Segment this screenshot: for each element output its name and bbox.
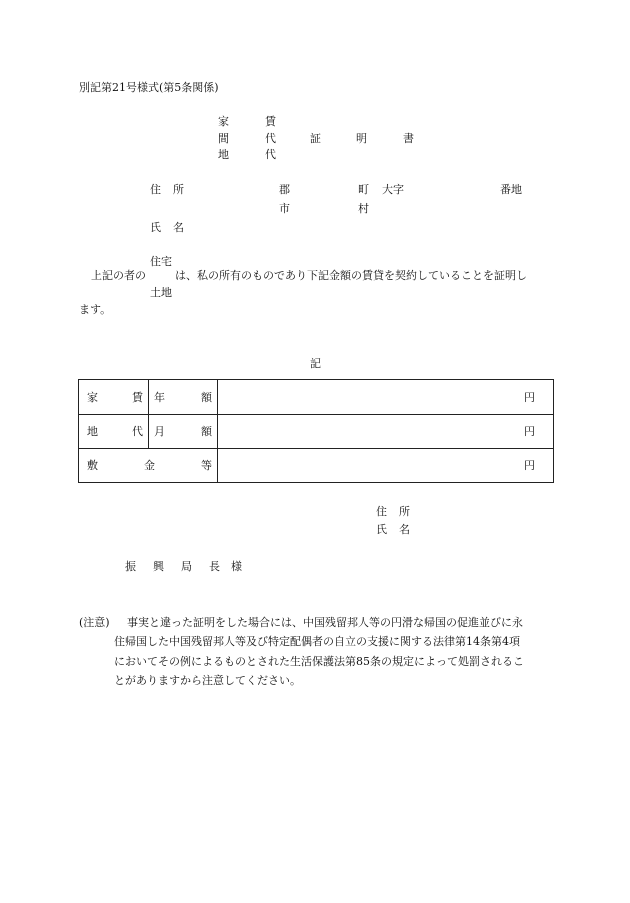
title-char: 間 xyxy=(218,132,229,145)
addressee: 興 xyxy=(153,560,164,573)
note-line: 住帰国した中国残留邦人等及び特定配偶者の自立の支援に関する法律第14条第4項 xyxy=(114,635,520,648)
name-label: 名 xyxy=(173,221,184,234)
addressee: 様 xyxy=(231,560,242,573)
note-label: (注意) xyxy=(79,616,110,629)
addressee: 局 xyxy=(181,560,192,573)
statement-line2: ます。 xyxy=(79,303,112,316)
table-yen: 円 xyxy=(524,425,535,438)
title-char: 代 xyxy=(265,132,276,145)
table-row3-left: 金 xyxy=(144,459,155,472)
signer-name-label: 氏 xyxy=(376,523,387,536)
address-shi: 市 xyxy=(279,202,290,215)
address-label: 住 xyxy=(150,183,161,196)
statement-line1-a: 上記の者の xyxy=(91,269,146,282)
table-row1-left: 賃 xyxy=(132,391,143,404)
address-aza: 大字 xyxy=(382,183,404,196)
title-char: 地 xyxy=(218,148,229,161)
table-row2-left: 地 xyxy=(87,425,98,438)
table-row-divider xyxy=(79,414,553,415)
address-banchi: 番地 xyxy=(500,183,522,196)
title-suffix: 書 xyxy=(403,132,414,145)
title-suffix: 証 xyxy=(310,132,321,145)
table-yen: 円 xyxy=(524,459,535,472)
address-gun: 郡 xyxy=(279,183,290,196)
table-row3-left: 敷 xyxy=(87,459,98,472)
address-label: 所 xyxy=(173,183,184,196)
signer-name-label: 名 xyxy=(399,523,410,536)
table-row1-mid: 額 xyxy=(201,391,212,404)
table-row1-left: 家 xyxy=(87,391,98,404)
statement-tochi: 土地 xyxy=(150,286,172,299)
table-col-divider xyxy=(217,380,218,482)
title-char: 賃 xyxy=(265,115,276,128)
table-row1-mid: 年 xyxy=(154,391,165,404)
table-yen: 円 xyxy=(524,391,535,404)
note-line: とがありますから注意してください。 xyxy=(114,674,301,687)
statement-line1-b: は、私の所有のものであり下記金額の賃貸を契約していることを証明し xyxy=(175,269,527,282)
table-col-divider xyxy=(148,380,149,448)
table-row2-left: 代 xyxy=(132,425,143,438)
table-row2-mid: 額 xyxy=(201,425,212,438)
addressee: 振 xyxy=(125,560,136,573)
title-suffix: 明 xyxy=(356,132,367,145)
address-machi: 町 xyxy=(358,183,369,196)
table-row-divider xyxy=(79,448,553,449)
table-row3-left: 等 xyxy=(201,459,212,472)
signer-address-label: 住 xyxy=(376,505,387,518)
signer-address-label: 所 xyxy=(399,505,410,518)
name-label: 氏 xyxy=(150,221,161,234)
note-line: 事実と違った証明をした場合には、中国残留邦人等の円滑な帰国の促進並びに永 xyxy=(127,616,523,629)
title-char: 家 xyxy=(218,115,229,128)
address-mura: 村 xyxy=(358,202,369,215)
statement-jutaku: 住宅 xyxy=(150,255,172,268)
addressee: 長 xyxy=(209,560,220,573)
amount-table xyxy=(78,379,554,483)
title-char: 代 xyxy=(265,148,276,161)
form-number: 別記第21号様式(第5条関係) xyxy=(79,81,219,94)
note-line: においてその例によるものとされた生活保護法第85条の規定によって処罰されるこ xyxy=(114,655,524,668)
ki-label: 記 xyxy=(310,357,321,370)
table-row2-mid: 月 xyxy=(154,425,165,438)
